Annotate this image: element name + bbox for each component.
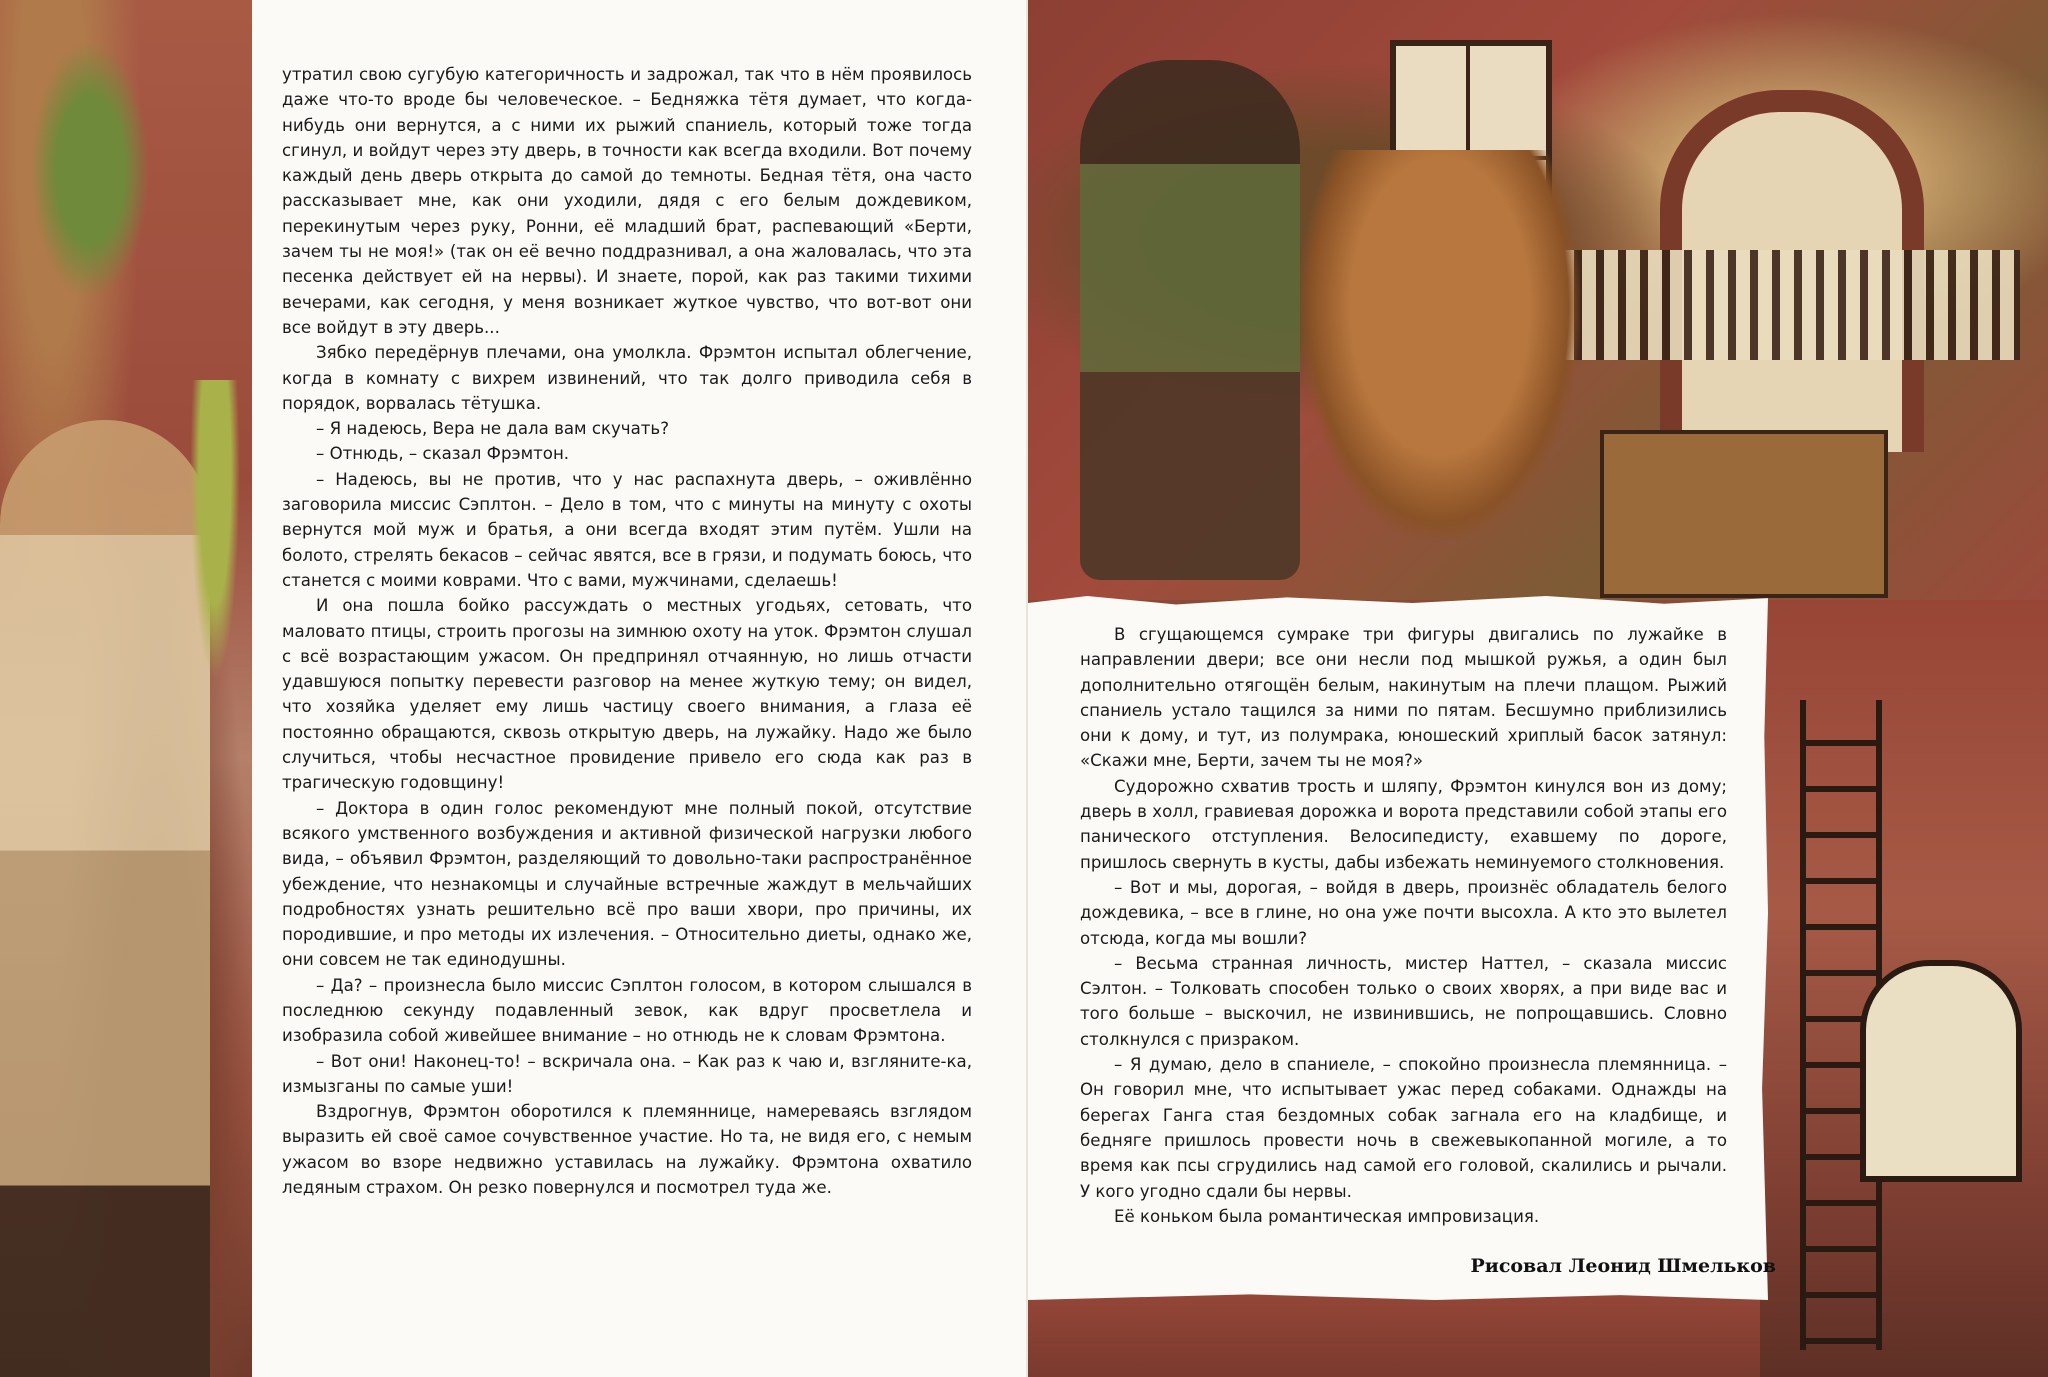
broom-drawing — [190, 380, 240, 680]
illustrator-credit: Рисовал Леонид Шмельков — [1470, 1255, 1776, 1277]
paragraph: – Весьма странная личность, мистер Наттел, – сказала миссис Сэлтон. – Толковать способен только о своих хворях, а при виде вас и того больше – выскочил, не извинившись, не попрощавшись. Словно столкнулся с призраком. — [1080, 953, 1727, 1049]
paragraph: – Доктора в один голос рекомендуют мне полный покой, отсутствие всякого умственного возбуждения и активной физической нагрузки любого вида, – объявил Фрэмтон, разделяющий то довольно-таки распространённое убеждение, что незнакомцы и случайные встречные жаждут в мельчайших подробностях узнать решительно всё про ваши хвори, про причины, их породившие, и про методы их излечения. – Относительно диеты, однако же, они совсем не так единодушны. — [282, 798, 972, 970]
woman-figure-drawing — [0, 420, 210, 1377]
paragraph: В сгущающемся сумраке три фигуры двигались по лужайке в направлении двери; все они несли под мышкой ружья, а один был дополнительно отягощён белым, накинутым на плечи плащом. Рыжий спаниель устало тащился за ними по пятам. Бесшумно приблизились они к дому, и тут, из полумрака, юношеский хриплый басок затянул: «Скажи мне, Берти, зачем ты не моя?» — [1080, 625, 1727, 771]
paragraph: Судорожно схватив трость и шляпу, Фрэмтон кинулся вон из дому; дверь в холл, гравиевая дорожка и ворота представили собой этапы его панического отступления. Велосипедисту, ехавшему по дороге, пришлось свернуть в кусты, дабы избежать неминуемого столкновения. — [1080, 776, 1727, 872]
paragraph: – Вот они! Наконец-то! – вскричала она. – Как раз к чаю и, взгляните-ка, измызганы по самые уши! — [282, 1051, 972, 1096]
paragraph: – Я думаю, дело в спаниеле, – спокойно произнесла племянница. – Он говорил мне, что испытывает ужас перед собаками. Однажды на берегах Ганга стая бездомных собак загнала его на кладбище, и бедняге пришлось провести ночь в свежевыкопанной могиле, а то время как псы сгрудились над самой его головой, скалились и рычали. У кого угодно сдали бы нервы. — [1080, 1055, 1727, 1201]
paragraph: – Надеюсь, вы не против, что у нас распахнута дверь, – оживлённо заговорила миссис Сэплтон. – Дело в том, что с минуты на минуту с охоты вернутся мой муж и братья, а они всегда входят этим путём. Ушли на болото, стрелять бекасов – сейчас явятся, все в грязи, и подумать боюсь, что станется с моими коврами. Что с вами, мужчинами, сделаешь! — [282, 469, 972, 590]
right-text-column — [1080, 622, 1727, 1229]
paragraph: Вздрогнув, Фрэмтон оборотился к племяннице, намереваясь взглядом выразить ей своё самое сочувственное участие. Но та, не видя его, с немым ужасом во взоре недвижно уставилась на лужайку. Фрэмтона охватило ледяным страхом. Он резко повернулся и посмотрел туда же. — [282, 1102, 972, 1198]
left-text-column — [282, 62, 972, 1200]
paragraph: – Вот и мы, дорогая, – войдя в дверь, произнёс обладатель белого дождевика, – все в глине, но она уже почти высохла. А кто это вылетел отсюда, когда мы вошли? — [1080, 877, 1727, 948]
left-illustration — [0, 0, 262, 1377]
paragraph: И она пошла бойко рассуждать о местных угодьях, сетовать, что маловато птицы, строить прогозы на зимнюю охоту на уток. Фрэмтон слушал с всё возрастающим ужасом. Он предпринял отчаянную, но лишь отчасти удавшуюся попытку перевести разговор на менее жуткую тему; он видел, что хозяйка уделяет ему лишь частицу своего внимания, а глаза её постоянно обращаются, сквозь открытую дверь, на лужайку. Надо же было случиться, чтобы несчастное провидение привело его сюда как раз в трагическую годовщину! — [282, 596, 972, 793]
railing-drawing — [1560, 250, 2020, 360]
hanging-plant-drawing — [30, 40, 150, 300]
hunter-figure-drawing — [1080, 60, 1300, 580]
paragraph: – Да? – произнесла было миссис Сэплтон голосом, в котором слышался в последнюю секунду подавленный зевок, как вдруг просветлела и изобразила собой живейшее внимание – но отнюдь не к словам Фрэмтона. — [282, 975, 972, 1046]
paragraph: – Отнюдь, – сказал Фрэмтон. — [316, 444, 570, 464]
paragraph: Зябко передёрнув плечами, она умолкла. Фрэмтон испытал облегчение, когда в комнату с вихрем извинений, что так долго приводила себя в порядок, ворвалась тётушка. — [282, 343, 972, 413]
paragraph: – Я надеюсь, Вера не дала вам скучать? — [316, 419, 670, 439]
arched-window-drawing — [1860, 960, 2022, 1182]
paragraph: Её коньком была романтическая импровизация. — [1114, 1206, 1540, 1226]
paragraph: утратил свою сугубую категоричность и задрожал, так что в нём проявилось даже что-то вроде бы человеческое. – Бедняжка тётя думает, что когда-нибудь они вернутся, а с ними их рыжий спаниель, который тоже тогда сгинул, и войдут через эту дверь, в точности как всегда входили. Вот почему каждый день дверь открыта до самой до темноты. Бедная тётя, она часто рассказывает мне, как они уходили, дядя с его белым дождевиком, перекинутым через руку, Ронни, её младший брат, распевающий «Берти, зачем ты не моя!» (так он её вечно поддразнивал, а она жаловалась, что эта песенка действует ей на нервы). И знаете, порой, как раз такими тихими вечерами, как сегодня, у меня возникает жуткое чувство, что вот-вот они все войдут в эту дверь... — [282, 65, 972, 337]
chest-of-drawers-drawing — [1600, 430, 1888, 598]
spaniel-dog-drawing — [1300, 150, 1580, 540]
